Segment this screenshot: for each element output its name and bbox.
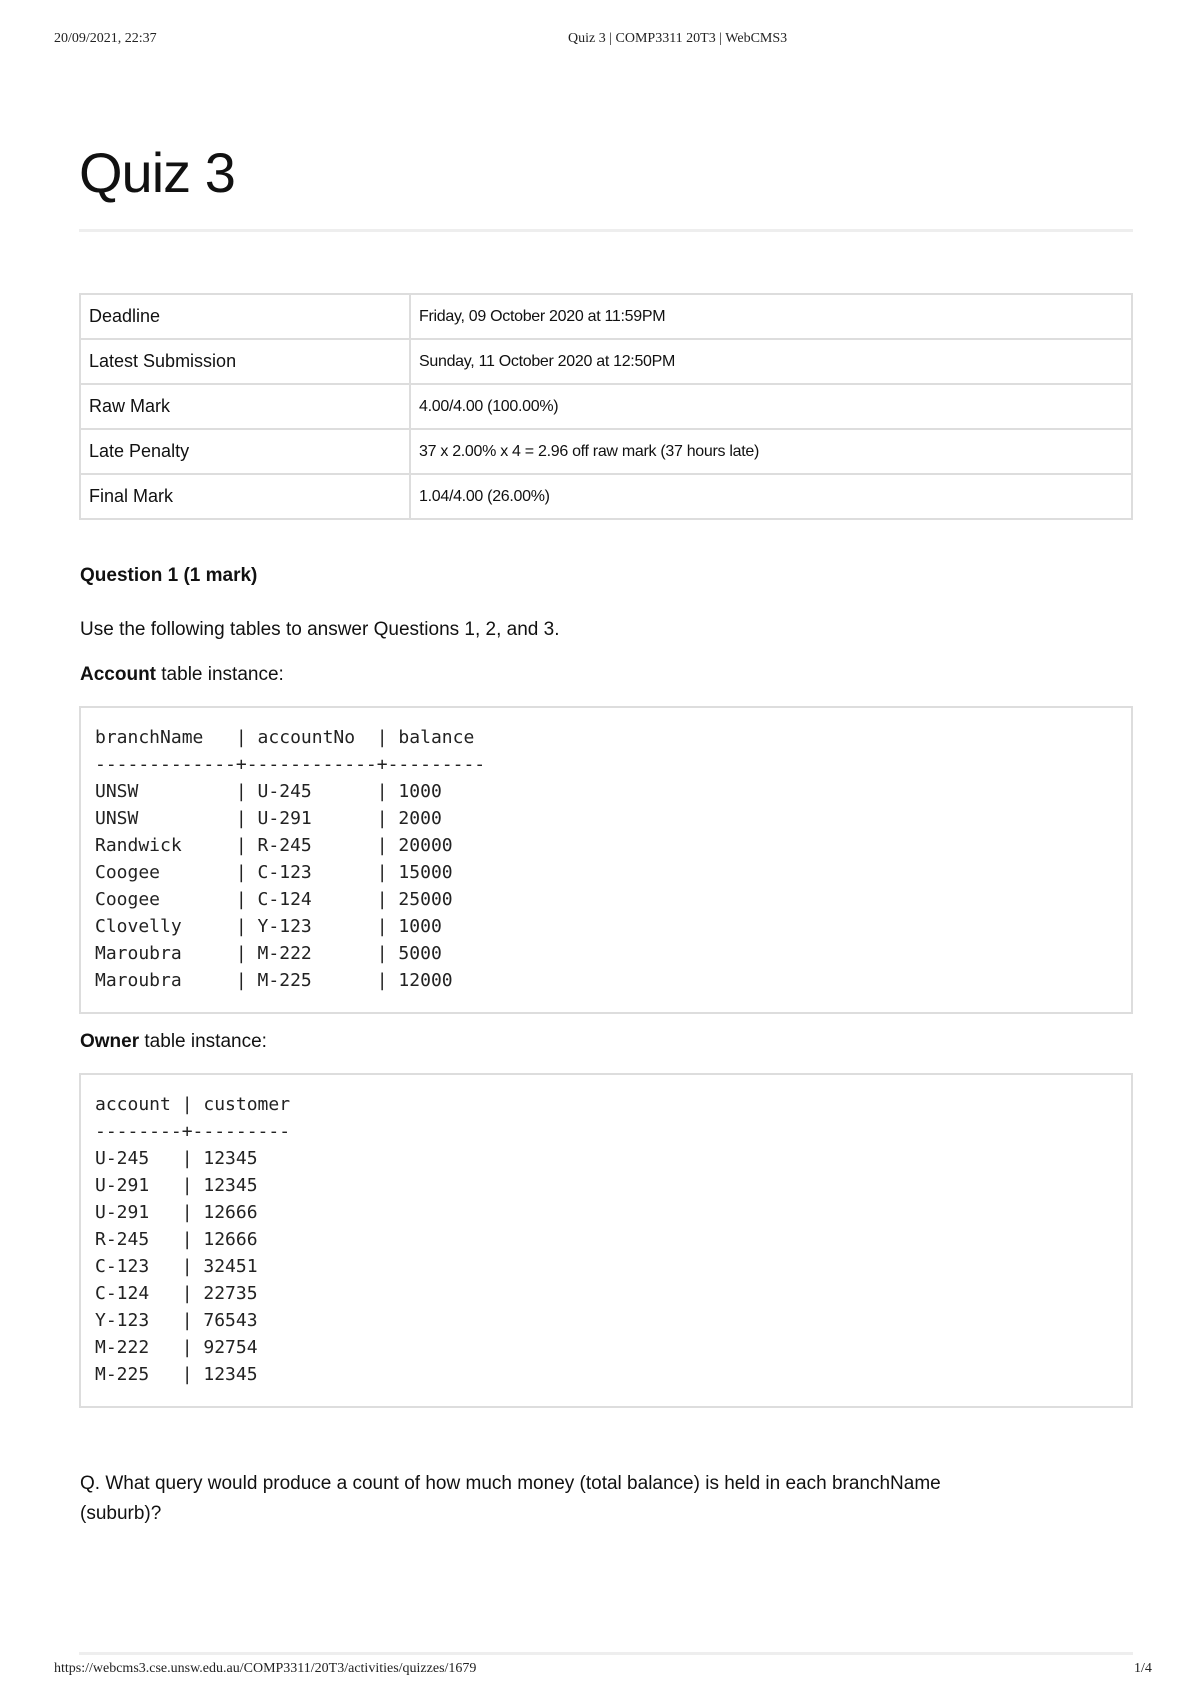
- table-row: [80, 384, 1132, 429]
- info-value: 1.04/4.00 (26.00%): [410, 474, 1132, 519]
- info-label: Latest Submission: [80, 339, 410, 384]
- info-value: 37 x 2.00% x 4 = 2.96 off raw mark (37 hours late): [410, 429, 1132, 474]
- info-value: Sunday, 11 October 2020 at 12:50PM: [410, 339, 1132, 384]
- owner-label-rest: table instance:: [139, 1031, 267, 1052]
- question-prompt-line1: Q. What query would produce a count of how much money (total balance) is held in each branchName: [80, 1473, 941, 1494]
- submission-info-table: [79, 293, 1133, 520]
- question-prompt-line2: (suburb)?: [80, 1503, 162, 1524]
- owner-table-text: account | customer --------+--------- U-245 | 12345 U-291 | 12345 U-291 | 12666 R-245 | 12666 C-123 | 32451 C-124 | 22735 Y-123 | 76543 M-222 | 92754 M-225 | 12345: [95, 1094, 291, 1385]
- info-value: 4.00/4.00 (100.00%): [410, 384, 1132, 429]
- info-label: Final Mark: [80, 474, 410, 519]
- table-row: [80, 339, 1132, 384]
- info-label: Late Penalty: [80, 429, 410, 474]
- owner-table-label: [80, 1031, 267, 1053]
- info-value: Friday, 09 October 2020 at 11:59PM: [410, 294, 1132, 339]
- footer-divider: [79, 1652, 1133, 1655]
- print-date: 20/09/2021, 22:37: [54, 31, 157, 46]
- print-page-title: Quiz 3 | COMP3311 20T3 | WebCMS3: [568, 31, 788, 46]
- table-row: [80, 294, 1132, 339]
- account-table-label: [80, 664, 284, 686]
- table-row: [80, 429, 1132, 474]
- page-title: Quiz 3: [79, 141, 235, 204]
- footer-url: https://webcms3.cse.unsw.edu.au/COMP3311/20T3/activities/quizzes/1679: [54, 1661, 477, 1676]
- owner-label-bold: Owner: [80, 1031, 140, 1052]
- page-number: 1/4: [1134, 1661, 1152, 1676]
- account-label-bold: Account: [80, 664, 156, 685]
- owner-table-block: [79, 1073, 1133, 1408]
- question-intro: Use the following tables to answer Questions 1, 2, and 3.: [80, 619, 560, 640]
- info-label: Raw Mark: [80, 384, 410, 429]
- account-table-block: [79, 706, 1133, 1014]
- question-heading: Question 1 (1 mark): [80, 565, 258, 586]
- account-label-rest: table instance:: [156, 664, 284, 685]
- title-divider: [79, 229, 1133, 232]
- account-table-text: branchName | accountNo | balance -------------+------------+--------- UNSW | U-245 | 1000 UNSW | U-291 | 2000 Randwick | R-245 | 20000 Coogee | C-123 | 15000 Coogee | C-124 | 25000 Clovelly | Y-123 | 1000 Maroubra | M-222 | 5000 Maroubra | M-225 | 12000: [95, 727, 486, 991]
- info-label: Deadline: [80, 294, 410, 339]
- table-row: [80, 474, 1132, 519]
